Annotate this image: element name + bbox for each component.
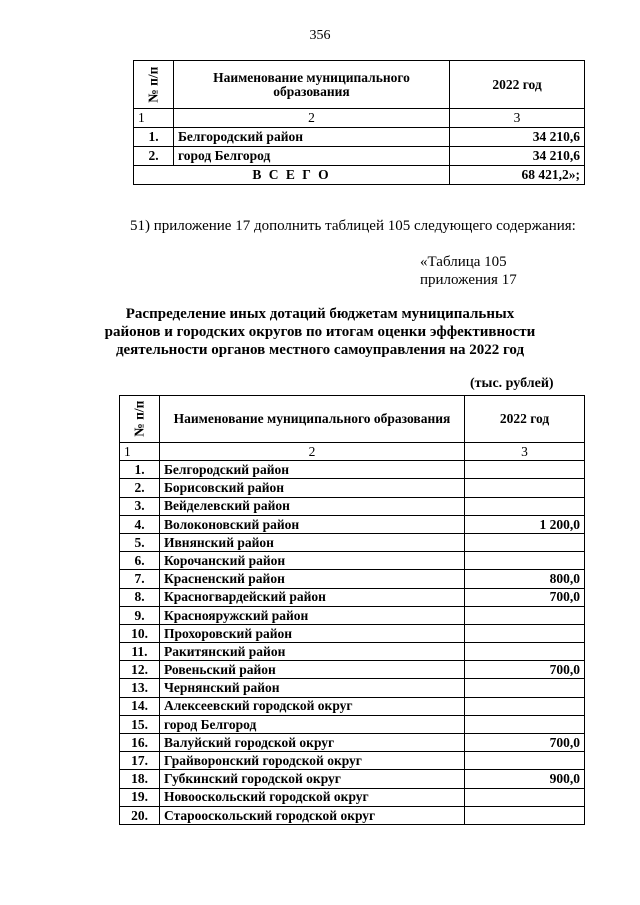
table-row (120, 606, 585, 624)
table-row (120, 788, 585, 806)
col-header-num: № п/п (120, 396, 160, 443)
table-title (0, 305, 640, 359)
row-num: 17. (120, 752, 160, 770)
table-row (120, 734, 585, 752)
row-num: 3. (120, 497, 160, 515)
row-num: 11. (120, 643, 160, 661)
page-number: 356 (309, 28, 331, 43)
row-name: Грайворонский городской округ (160, 752, 465, 770)
row-value: 700,0 (465, 734, 585, 752)
row-name: Корочанский район (160, 552, 465, 570)
index-row (120, 443, 585, 461)
row-name: Красненский район (160, 570, 465, 588)
row-name: Прохоровский район (160, 624, 465, 642)
table-row (120, 697, 585, 715)
row-num: 19. (120, 788, 160, 806)
row-num: 1. (134, 128, 174, 147)
row-name: Краснояружский район (160, 606, 465, 624)
col-header-name: Наименование муниципального образования (174, 61, 450, 109)
row-name: город Белгород (160, 715, 465, 733)
table-row (120, 752, 585, 770)
row-value (465, 624, 585, 642)
table-row (120, 770, 585, 788)
appendix-line: приложения 17 (420, 272, 517, 288)
row-num: 15. (120, 715, 160, 733)
row-value (465, 479, 585, 497)
row-name: Старооскольский городской округ (160, 806, 465, 824)
index-cell: 2 (160, 443, 465, 461)
row-value: 700,0 (465, 661, 585, 679)
row-name: Новооскольский городской округ (160, 788, 465, 806)
row-num: 1. (120, 461, 160, 479)
row-value (465, 679, 585, 697)
row-value: 34 210,6 (450, 147, 585, 166)
row-value (465, 697, 585, 715)
row-value (465, 788, 585, 806)
table-row (120, 806, 585, 824)
col-header-num: № п/п (134, 61, 174, 109)
row-num: 18. (120, 770, 160, 788)
row-name: Алексеевский городской округ (160, 697, 465, 715)
row-num: 8. (120, 588, 160, 606)
row-num: 2. (134, 147, 174, 166)
row-value (465, 643, 585, 661)
col-header-year: 2022 год (465, 396, 585, 443)
row-value (465, 533, 585, 551)
row-num: 5. (120, 533, 160, 551)
title-line: районов и городских округов по итогам оценки эффективности (104, 324, 536, 340)
total-row (134, 166, 585, 185)
row-value (465, 752, 585, 770)
col-header-name: Наименование муниципального образования (160, 396, 465, 443)
row-value: 1 200,0 (465, 515, 585, 533)
row-name: Ровеньский район (160, 661, 465, 679)
total-value: 68 421,2»; (450, 166, 585, 185)
row-num: 9. (120, 606, 160, 624)
table-row (120, 497, 585, 515)
table-first (133, 60, 585, 185)
table-row (120, 624, 585, 642)
total-label: В С Е Г О (134, 166, 450, 185)
index-cell: 2 (174, 109, 450, 128)
row-name: Красногвардейский район (160, 588, 465, 606)
table-row (120, 479, 585, 497)
row-name: Белгородский район (160, 461, 465, 479)
index-cell: 3 (450, 109, 585, 128)
index-cell: 1 (134, 109, 174, 128)
row-name: Белгородский район (174, 128, 450, 147)
row-value (465, 497, 585, 515)
row-name: Вейделевский район (160, 497, 465, 515)
index-row (134, 109, 585, 128)
table-row (120, 515, 585, 533)
row-name: город Белгород (174, 147, 450, 166)
table-row (120, 661, 585, 679)
row-name: Борисовский район (160, 479, 465, 497)
row-value (465, 606, 585, 624)
row-num: 14. (120, 697, 160, 715)
row-num: 2. (120, 479, 160, 497)
row-num: 7. (120, 570, 160, 588)
row-name: Чернянский район (160, 679, 465, 697)
table-row (120, 461, 585, 479)
row-value: 700,0 (465, 588, 585, 606)
row-num: 13. (120, 679, 160, 697)
row-name: Ракитянский район (160, 643, 465, 661)
row-num: 6. (120, 552, 160, 570)
table-row (120, 643, 585, 661)
table-row (120, 715, 585, 733)
row-num: 20. (120, 806, 160, 824)
row-value: 900,0 (465, 770, 585, 788)
row-value: 34 210,6 (450, 128, 585, 147)
row-name: Валуйский городской округ (160, 734, 465, 752)
units-label: (тыс. рублей) (470, 376, 554, 391)
row-num: 12. (120, 661, 160, 679)
row-name: Губкинский городской округ (160, 770, 465, 788)
row-value (465, 552, 585, 570)
table-row (120, 679, 585, 697)
instruction-text: 51) приложение 17 дополнить таблицей 105 следующего содержания: (130, 218, 576, 234)
row-name: Ивнянский район (160, 533, 465, 551)
row-name: Волоконовский район (160, 515, 465, 533)
appendix-line: «Таблица 105 (420, 254, 507, 270)
title-line: Распределение иных дотаций бюджетам муниципальных (125, 306, 515, 322)
row-value (465, 715, 585, 733)
row-num: 16. (120, 734, 160, 752)
table-row (120, 570, 585, 588)
table-second (119, 395, 585, 825)
row-num: 4. (120, 515, 160, 533)
appendix-reference (420, 253, 517, 289)
table-row (120, 533, 585, 551)
row-num: 10. (120, 624, 160, 642)
row-value (465, 806, 585, 824)
table-row (120, 552, 585, 570)
row-value (465, 461, 585, 479)
table-row (134, 128, 585, 147)
row-value: 800,0 (465, 570, 585, 588)
title-line: деятельности органов местного самоуправления на 2022 год (115, 342, 525, 358)
table-row (120, 588, 585, 606)
table-row (134, 147, 585, 166)
col-header-year: 2022 год (450, 61, 585, 109)
index-cell: 1 (120, 443, 160, 461)
index-cell: 3 (465, 443, 585, 461)
